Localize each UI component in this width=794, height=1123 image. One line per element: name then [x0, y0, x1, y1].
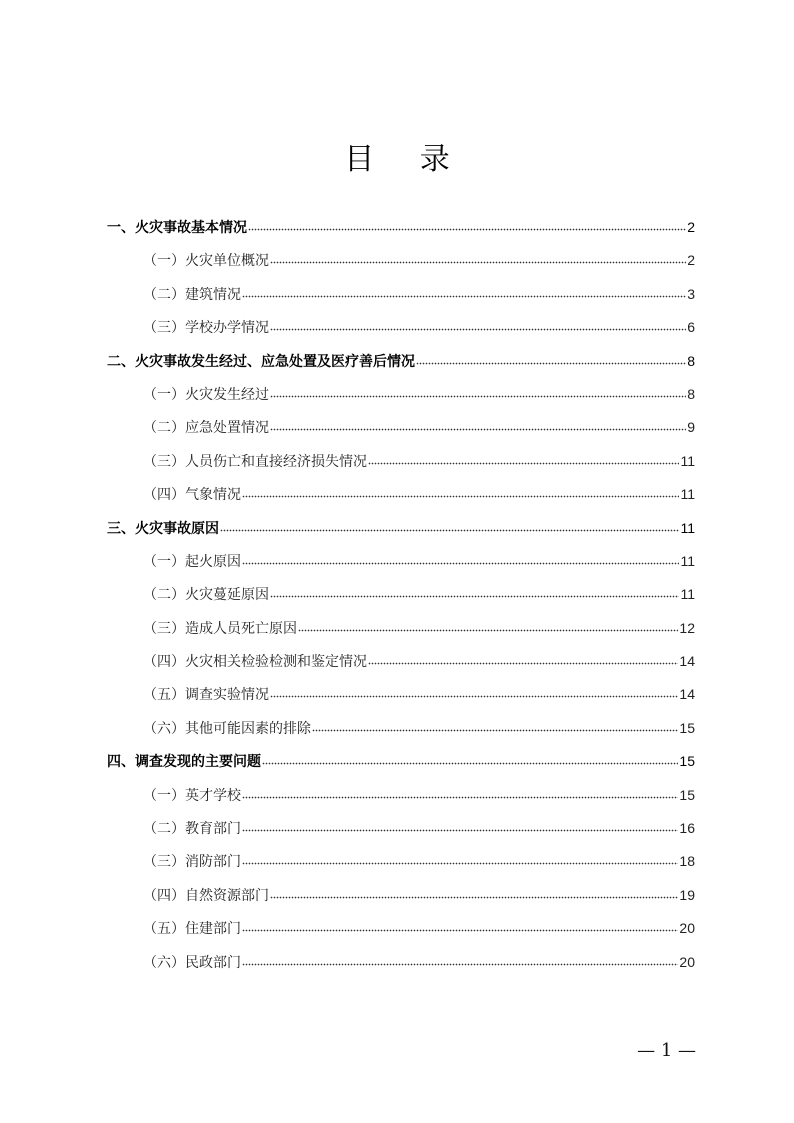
toc-entry-label: （一）英才学校: [143, 787, 241, 804]
toc-dot-leader: [416, 346, 686, 366]
toc-subsection-entry[interactable]: [107, 947, 695, 980]
toc-dot-leader: [368, 646, 678, 666]
toc-entry-label: （四）火灾相关检验检测和鉴定情况: [143, 654, 367, 671]
table-of-contents: [107, 212, 695, 980]
toc-dot-leader: [368, 446, 679, 466]
toc-dot-leader: [262, 746, 678, 766]
toc-entry-label: （三）学校办学情况: [143, 320, 269, 337]
toc-entry-label: 四、调查发现的主要问题: [107, 754, 261, 771]
toc-subsection-entry[interactable]: [107, 579, 695, 612]
toc-entry-page: 15: [679, 753, 695, 770]
toc-entry-page: 11: [680, 486, 695, 503]
toc-subsection-entry[interactable]: [107, 446, 695, 479]
toc-entry-label: （三）造成人员死亡原因: [143, 620, 297, 637]
toc-subsection-entry[interactable]: [107, 913, 695, 946]
toc-entry-label: （五）调查实验情况: [143, 687, 269, 704]
toc-dot-leader: [270, 880, 678, 900]
toc-entry-page: 11: [680, 586, 695, 603]
toc-entry-label: （二）教育部门: [143, 821, 241, 838]
toc-section-entry[interactable]: [107, 746, 695, 779]
toc-entry-label: （五）住建部门: [143, 921, 241, 938]
toc-entry-label: （三）人员伤亡和直接经济损失情况: [143, 453, 367, 470]
toc-entry-label: （二）应急处置情况: [143, 420, 269, 437]
toc-entry-page: 14: [679, 686, 695, 703]
toc-entry-label: （一）火灾发生经过: [143, 386, 269, 403]
toc-section-entry[interactable]: [107, 513, 695, 546]
toc-subsection-entry[interactable]: [107, 546, 695, 579]
toc-subsection-entry[interactable]: [107, 846, 695, 879]
toc-dot-leader: [270, 312, 686, 332]
toc-entry-page: 12: [679, 619, 695, 636]
toc-subsection-entry[interactable]: [107, 813, 695, 846]
toc-subsection-entry[interactable]: [107, 679, 695, 712]
toc-entry-label: （三）消防部门: [143, 854, 241, 871]
toc-subsection-entry[interactable]: [107, 646, 695, 679]
toc-entry-page: 15: [679, 719, 695, 736]
toc-dot-leader: [312, 713, 678, 733]
toc-entry-page: 8: [687, 352, 695, 369]
toc-entry-label: （一）火灾单位概况: [143, 253, 269, 270]
toc-subsection-entry[interactable]: [107, 412, 695, 445]
toc-entry-page: 16: [679, 820, 695, 837]
toc-section-entry[interactable]: [107, 212, 695, 245]
toc-dot-leader: [270, 412, 686, 432]
toc-entry-label: （一）起火原因: [143, 553, 241, 570]
toc-entry-page: 8: [687, 385, 695, 402]
toc-entry-page: 18: [679, 853, 695, 870]
toc-dot-leader: [242, 546, 679, 566]
toc-dot-leader: [242, 479, 679, 499]
toc-subsection-entry[interactable]: [107, 245, 695, 278]
toc-entry-label: （六）其他可能因素的排除: [143, 720, 311, 737]
toc-entry-label: （二）建筑情况: [143, 286, 241, 303]
toc-entry-page: 2: [687, 219, 695, 235]
toc-dot-leader: [242, 780, 678, 800]
toc-subsection-entry[interactable]: [107, 780, 695, 813]
toc-dot-leader: [270, 579, 679, 599]
toc-subsection-entry[interactable]: [107, 713, 695, 746]
toc-dot-leader: [298, 613, 678, 633]
toc-subsection-entry[interactable]: [107, 312, 695, 345]
toc-dot-leader: [248, 212, 686, 232]
toc-entry-page: 15: [679, 786, 695, 803]
toc-entry-label: （四）气象情况: [143, 487, 241, 504]
toc-subsection-entry[interactable]: [107, 379, 695, 412]
toc-entry-label: 一、火灾事故基本情况: [107, 220, 247, 236]
toc-dot-leader: [270, 679, 678, 699]
toc-entry-page: 11: [680, 552, 695, 569]
toc-entry-label: （六）民政部门: [143, 954, 241, 971]
toc-dot-leader: [270, 379, 686, 399]
toc-entry-label: （四）自然资源部门: [143, 887, 269, 904]
toc-subsection-entry[interactable]: [107, 613, 695, 646]
toc-dot-leader: [242, 279, 686, 299]
toc-entry-label: （二）火灾蔓延原因: [143, 587, 269, 604]
toc-entry-page: 20: [679, 953, 695, 970]
toc-entry-page: 6: [687, 319, 695, 336]
toc-entry-page: 3: [687, 285, 695, 302]
toc-dot-leader: [270, 245, 686, 265]
toc-subsection-entry[interactable]: [107, 880, 695, 913]
toc-dot-leader: [242, 913, 678, 933]
toc-entry-page: 11: [680, 519, 695, 536]
page-number: — 1 —: [637, 1040, 696, 1061]
toc-subsection-entry[interactable]: [107, 479, 695, 512]
toc-entry-page: 14: [679, 653, 695, 670]
toc-entry-label: 二、火灾事故发生经过、应急处置及医疗善后情况: [107, 353, 415, 370]
toc-dot-leader: [242, 813, 678, 833]
toc-subsection-entry[interactable]: [107, 279, 695, 312]
page-title: 目 录: [344, 142, 468, 177]
toc-dot-leader: [242, 947, 678, 967]
toc-entry-page: 2: [687, 252, 695, 269]
toc-entry-page: 19: [679, 886, 695, 903]
toc-entry-label: 三、火灾事故原因: [107, 520, 219, 537]
toc-entry-page: 11: [680, 452, 695, 469]
toc-entry-page: 9: [687, 419, 695, 436]
toc-entry-page: 20: [679, 920, 695, 937]
toc-section-entry[interactable]: [107, 346, 695, 379]
toc-dot-leader: [220, 513, 679, 533]
toc-dot-leader: [242, 846, 678, 866]
